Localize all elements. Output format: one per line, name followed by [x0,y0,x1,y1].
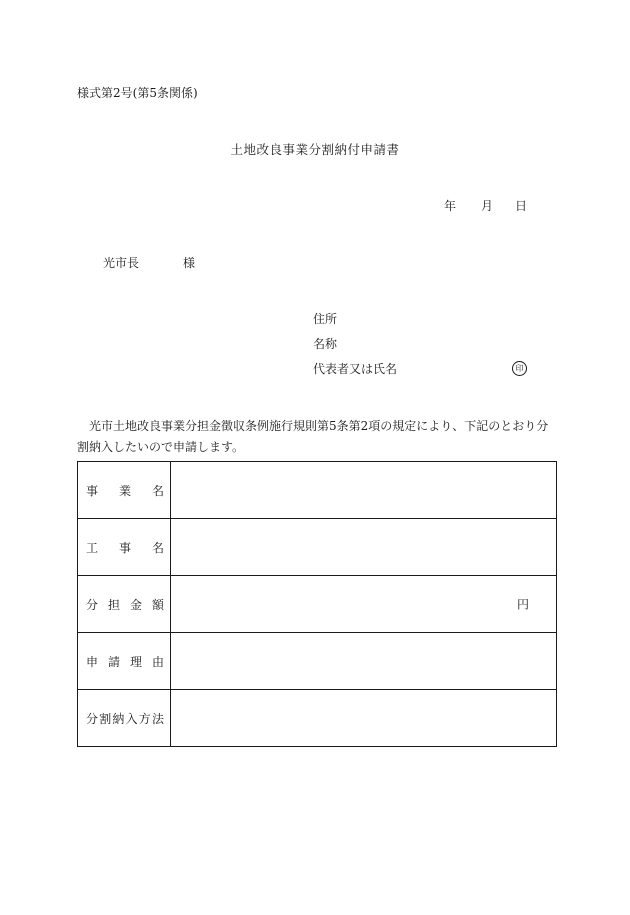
page-title: 土地改良事業分割納付申請書 [230,142,400,157]
applicant-representative-label: 代表者又は氏名 [313,362,398,376]
addressee-honorific: 様 [183,256,196,270]
row-label-cell [78,462,171,519]
table-row [78,576,557,633]
date-month-label: 月 [481,199,494,213]
row-label-cell [78,690,171,747]
yen-unit-label: 円 [516,597,529,612]
installment-method-field[interactable] [171,690,557,747]
date-year-label: 年 [444,199,457,213]
row-label-cell [78,576,171,633]
row-label-construction-name: 工事名 [86,540,164,555]
row-label-contribution-amount: 分担金額 [86,597,164,612]
construction-name-field[interactable] [171,519,557,576]
row-label-cell [78,519,171,576]
form-number: 様式第2号(第5条関係) [77,86,198,100]
row-label-cell [78,633,171,690]
row-label-application-reason: 申請理由 [86,654,164,669]
applicant-name-label: 名称 [313,337,338,351]
date-day-label: 日 [515,199,528,213]
row-label-installment-method: 分割納入方法 [86,711,164,726]
table-row [78,462,557,519]
contribution-amount-field[interactable] [171,576,557,633]
table-row [78,690,557,747]
table-row [78,633,557,690]
project-name-field[interactable] [171,462,557,519]
seal-icon: 印 [512,361,527,376]
row-label-project-name: 事業名 [86,483,164,498]
body-paragraph: 光市土地改良事業分担金徴収条例施行規則第5条第2項の規定により、下記のとおり分割納入したいので申請します。 [77,419,549,454]
table-row [78,519,557,576]
application-items-table [77,461,557,747]
addressee-name: 光市長 [103,256,140,270]
application-reason-field[interactable] [171,633,557,690]
applicant-address-label: 住所 [313,312,338,326]
